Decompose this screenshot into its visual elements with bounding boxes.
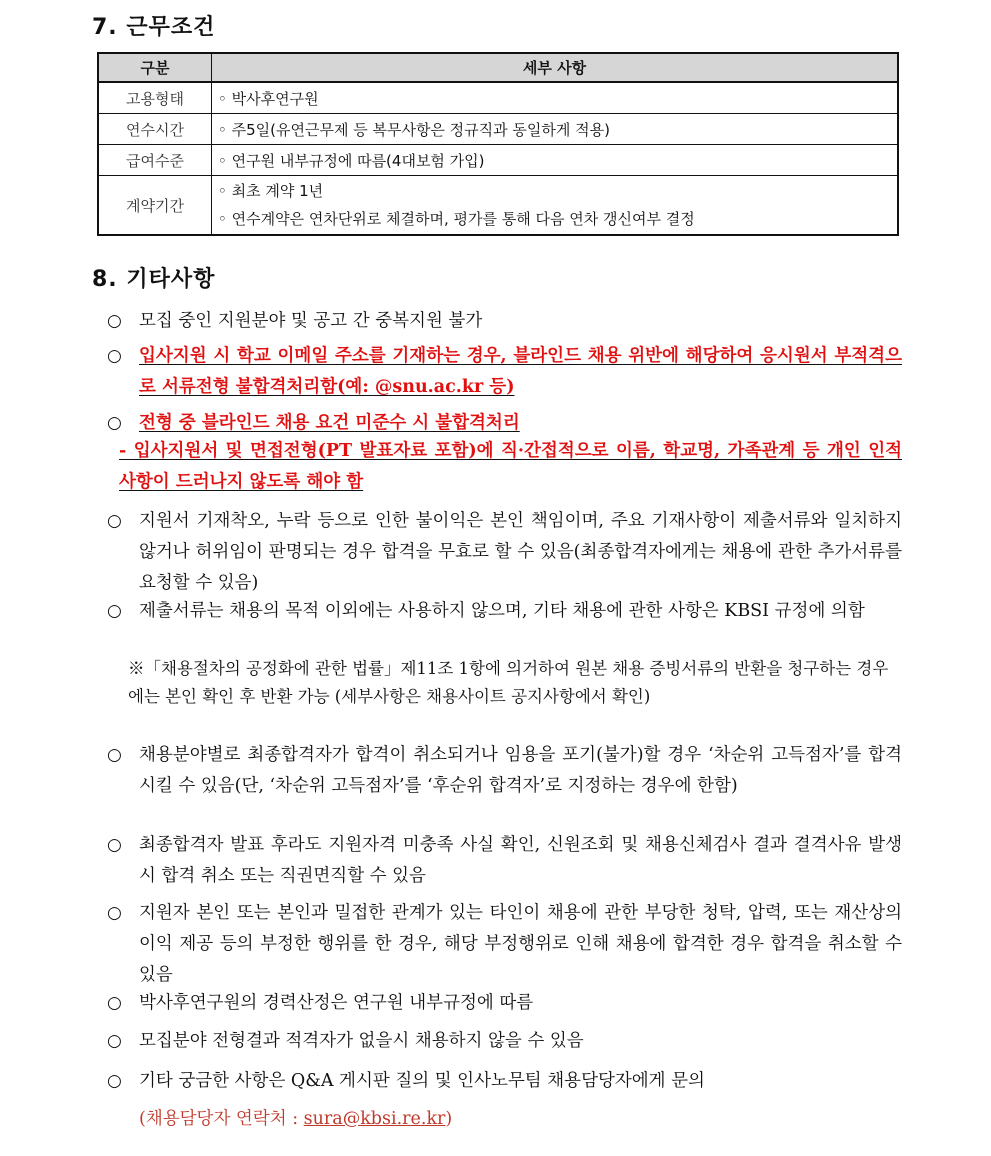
dash-note bbox=[107, 436, 902, 498]
row-value bbox=[212, 176, 899, 236]
row-value: ◦ 주5일(유연근무제 등 복무사항은 정규직과 동일하게 적용) bbox=[212, 114, 899, 145]
circle-bullet-icon: ○ bbox=[107, 1031, 122, 1051]
row-label: 연수시간 bbox=[98, 114, 212, 145]
table-row bbox=[98, 176, 898, 236]
reference-note: ※「채용절차의 공정화에 관한 법률」제11조 1항에 의거하여 원본 채용 증빙서류의 반환을 청구하는 경우에는 본인 확인 후 반환 가능 (세부사항은 채용사이트 공지사항에서 확인) bbox=[128, 659, 889, 706]
contact-email-link[interactable]: sura@kbsi.re.kr bbox=[303, 1109, 446, 1129]
section7-title: 7. 근무조건 bbox=[92, 15, 216, 40]
row-value: ◦ 연구원 내부규정에 따름(4대보험 가입) bbox=[212, 145, 899, 176]
contact-suffix: ) bbox=[445, 1109, 453, 1129]
section8-title: 8. 기타사항 bbox=[92, 267, 216, 292]
row-label: 계약기간 bbox=[98, 176, 212, 236]
table-row bbox=[98, 114, 898, 145]
circle-bullet-icon: ○ bbox=[107, 413, 122, 433]
item-text-emphasis: 입사지원 시 학교 이메일 주소를 기재하는 경우, 블라인드 채용 위반에 해당하여 응시원서 부적격으로 서류전형 불합격처리함(예: @snu.ac.kr 등) bbox=[139, 346, 902, 397]
list-item bbox=[107, 341, 902, 403]
circle-bullet-icon: ○ bbox=[107, 1071, 122, 1091]
circle-bullet-icon: ○ bbox=[107, 311, 122, 331]
row-value-line: ◦ 최초 계약 1년 bbox=[218, 182, 324, 200]
list-item bbox=[107, 830, 902, 892]
row-label: 급여수준 bbox=[98, 145, 212, 176]
circle-bullet-icon: ○ bbox=[107, 835, 122, 855]
item-text: 기타 궁금한 사항은 Q&A 게시판 질의 및 인사노무팀 채용담당자에게 문의 bbox=[139, 1071, 705, 1091]
list-item bbox=[107, 506, 902, 599]
item-text: 채용분야별로 최종합격자가 합격이 취소되거나 임용을 포기(불가)할 경우 ‘차순위 고득점자’를 합격시킬 수 있음(단, ‘차순위 고득점자’를 ‘후순위 합격자’로 지정하는 경우에 한함) bbox=[139, 745, 902, 796]
header-details: 세부 사항 bbox=[212, 53, 899, 82]
circle-bullet-icon: ○ bbox=[107, 346, 122, 366]
item-text-emphasis: 전형 중 블라인드 채용 요건 미준수 시 불합격처리 bbox=[139, 413, 520, 433]
list-item bbox=[107, 408, 902, 439]
list-item bbox=[107, 1026, 902, 1057]
item-text: 지원서 기재착오, 누락 등으로 인한 불이익은 본인 책임이며, 주요 기재사항이 제출서류와 일치하지 않거나 허위임이 판명되는 경우 합격을 무효로 할 수 있음(최종합격자에게는 채용에 관한 추가서류를 요청할 수 있음) bbox=[139, 511, 902, 593]
table-header-row bbox=[98, 53, 898, 82]
item-text: 박사후연구원의 경력산정은 연구원 내부규정에 따름 bbox=[139, 993, 534, 1013]
circle-bullet-icon: ○ bbox=[107, 511, 122, 531]
header-category: 구분 bbox=[98, 53, 212, 82]
circle-bullet-icon: ○ bbox=[107, 993, 122, 1013]
item-text: 모집분야 전형결과 적격자가 없을시 채용하지 않을 수 있음 bbox=[139, 1031, 584, 1051]
list-item bbox=[107, 898, 902, 991]
list-item bbox=[107, 596, 902, 627]
dash-note-text: - 입사지원서 및 면접전형(PT 발표자료 포함)에 직·간접적으로 이름, 학교명, 가족관계 등 개인 인적사항이 드러나지 않도록 해야 함 bbox=[119, 441, 902, 492]
list-item bbox=[107, 988, 902, 1019]
row-label: 고용형태 bbox=[98, 82, 212, 114]
work-conditions-table bbox=[97, 52, 899, 236]
list-item bbox=[107, 306, 902, 337]
list-item bbox=[107, 740, 902, 802]
circle-bullet-icon: ○ bbox=[107, 903, 122, 923]
item-text: 제출서류는 채용의 목적 이외에는 사용하지 않으며, 기타 채용에 관한 사항은 KBSI 규정에 의함 bbox=[139, 601, 865, 621]
circle-bullet-icon: ○ bbox=[107, 601, 122, 621]
item-text: 모집 중인 지원분야 및 공고 간 중복지원 불가 bbox=[139, 311, 483, 331]
table-row bbox=[98, 82, 898, 114]
contact-line bbox=[139, 1104, 839, 1135]
circle-bullet-icon: ○ bbox=[107, 745, 122, 765]
item-text: 지원자 본인 또는 본인과 밀접한 관계가 있는 타인이 채용에 관한 부당한 청탁, 압력, 또는 재산상의 이익 제공 등의 부정한 행위를 한 경우, 해당 부정행위로 인해 채용에 합격한 경우 합격을 취소할 수 있음 bbox=[139, 903, 902, 985]
item-text: 최종합격자 발표 후라도 지원자격 미충족 사실 확인, 신원조회 및 채용신체검사 결과 결격사유 발생 시 합격 취소 또는 직권면직할 수 있음 bbox=[139, 835, 902, 886]
row-value-line: ◦ 연수계약은 연차단위로 체결하며, 평가를 통해 다음 연차 갱신여부 결정 bbox=[218, 210, 695, 228]
row-value: ◦ 박사후연구원 bbox=[212, 82, 899, 114]
contact-prefix: (채용담당자 연락처 : bbox=[139, 1109, 304, 1129]
list-item bbox=[107, 1066, 902, 1097]
table-row bbox=[98, 145, 898, 176]
